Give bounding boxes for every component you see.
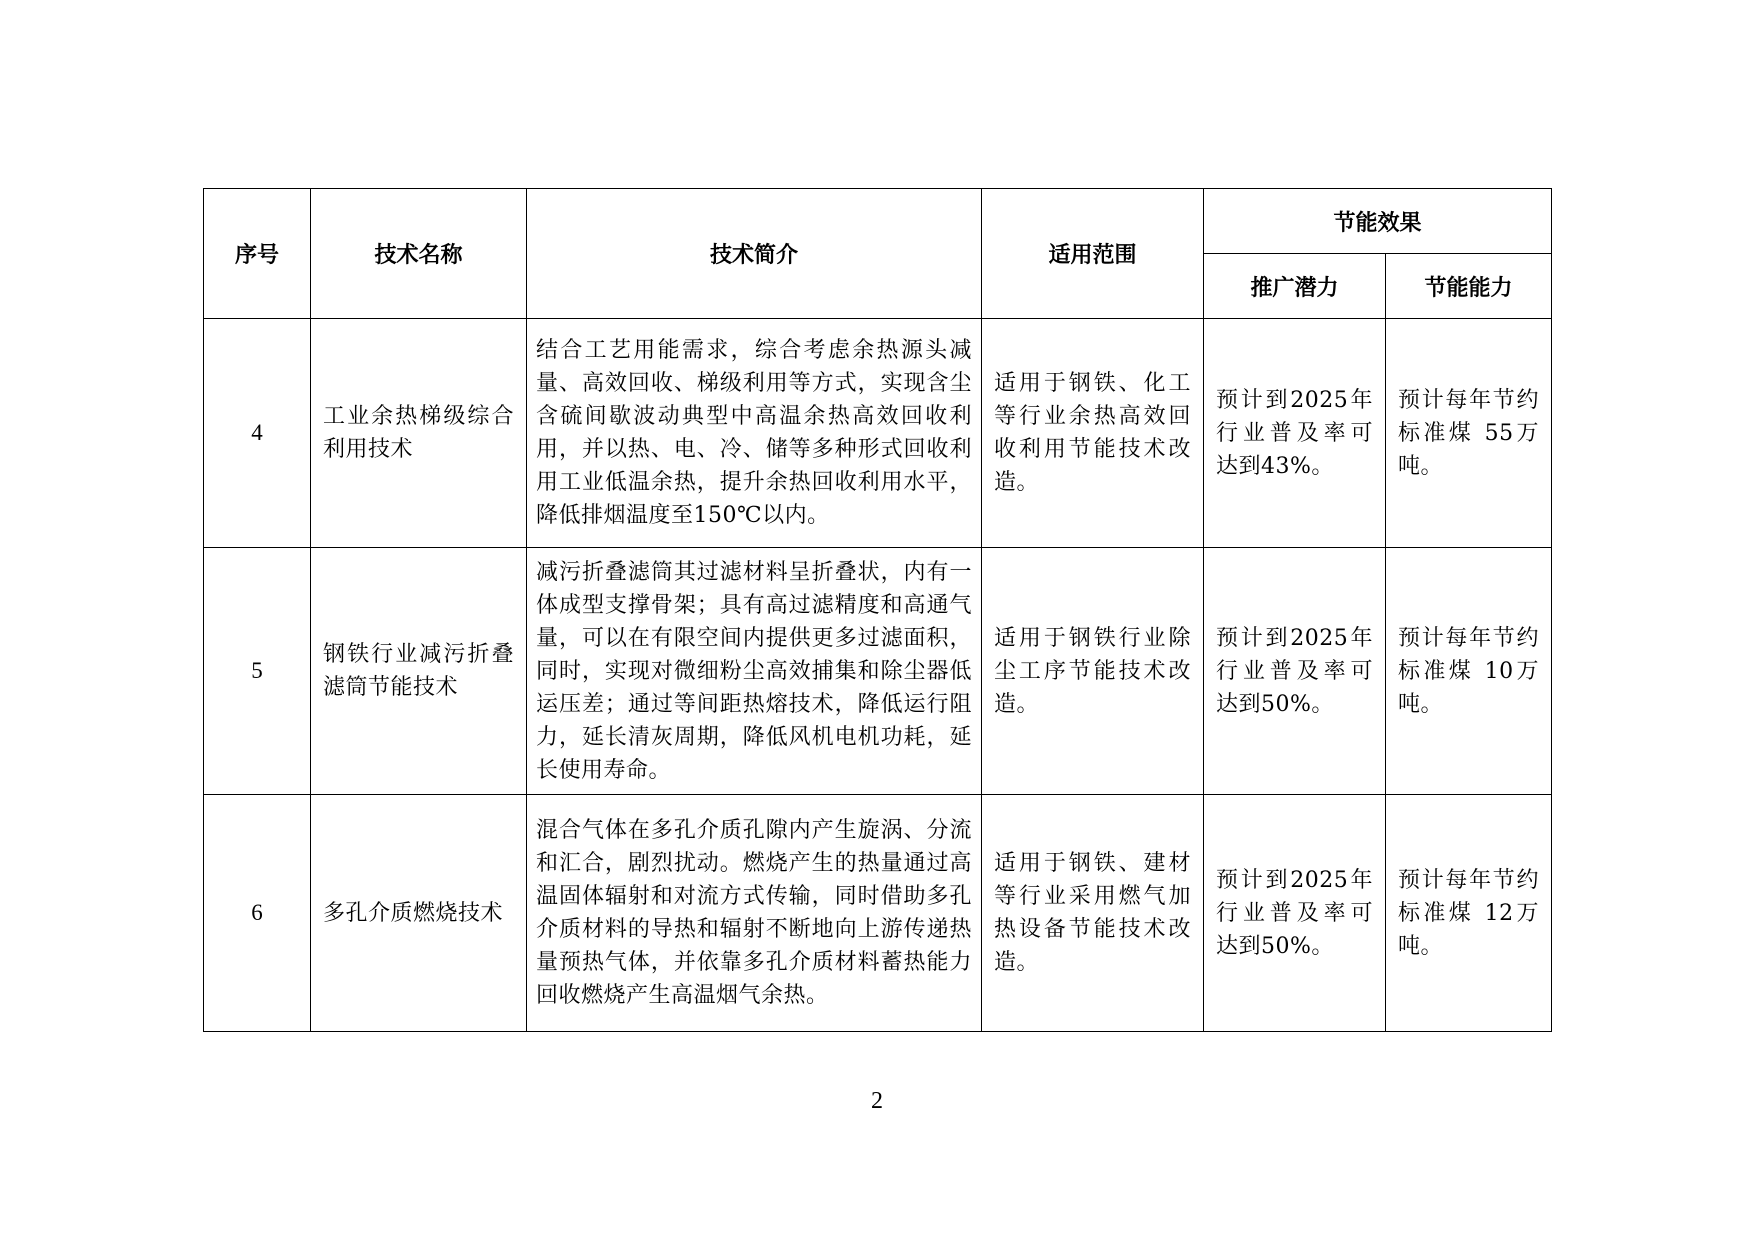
row-capacity: 预计每年节约标准煤 10万吨。 [1386,548,1552,795]
row-seq: 6 [204,795,311,1032]
header-name: 技术名称 [311,189,527,319]
row-potential: 预计到2025年行业普及率可达到50%。 [1204,795,1386,1032]
header-intro: 技术简介 [527,189,982,319]
row-capacity: 预计每年节约标准煤 12万吨。 [1386,795,1552,1032]
header-capacity: 节能能力 [1386,254,1552,319]
table-row [204,548,1552,795]
header-scope: 适用范围 [982,189,1204,319]
row-tech-name: 钢铁行业减污折叠滤筒节能技术 [311,548,527,795]
table-row [204,795,1552,1032]
table-row [204,319,1552,548]
row-scope: 适用于钢铁行业除尘工序节能技术改造。 [982,548,1204,795]
header-seq: 序号 [204,189,311,319]
row-seq: 4 [204,319,311,548]
technology-table [203,188,1552,1032]
row-potential: 预计到2025年行业普及率可达到50%。 [1204,548,1386,795]
row-scope: 适用于钢铁、建材等行业采用燃气加热设备节能技术改造。 [982,795,1204,1032]
row-seq: 5 [204,548,311,795]
header-row [204,189,1552,254]
row-tech-intro: 减污折叠滤筒其过滤材料呈折叠状，内有一体成型支撑骨架；具有高过滤精度和高通气量，可以在有限空间内提供更多过滤面积，同时，实现对微细粉尘高效捕集和除尘器低运压差；通过等间距热熔技术，降低运行阻力，延长清灰周期，降低风机电机功耗，延长使用寿命。 [527,548,982,795]
row-capacity: 预计每年节约标准煤 55万吨。 [1386,319,1552,548]
row-tech-intro: 混合气体在多孔介质孔隙内产生旋涡、分流和汇合，剧烈扰动。燃烧产生的热量通过高温固体辐射和对流方式传输，同时借助多孔介质材料的导热和辐射不断地向上游传递热量预热气体，并依靠多孔介质材料蓄热能力回收燃烧产生高温烟气余热。 [527,795,982,1032]
row-tech-name: 多孔介质燃烧技术 [311,795,527,1032]
row-scope: 适用于钢铁、化工等行业余热高效回收利用节能技术改造。 [982,319,1204,548]
page-number: 2 [871,1088,883,1114]
row-tech-name: 工业余热梯级综合利用技术 [311,319,527,548]
header-effect: 节能效果 [1204,189,1552,254]
row-potential: 预计到2025年行业普及率可达到43%。 [1204,319,1386,548]
row-tech-intro: 结合工艺用能需求，综合考虑余热源头减量、高效回收、梯级利用等方式，实现含尘含硫间歇波动典型中高温余热高效回收利用，并以热、电、冷、储等多种形式回收利用工业低温余热，提升余热回收利用水平，降低排烟温度至150℃以内。 [527,319,982,548]
header-potential: 推广潜力 [1204,254,1386,319]
